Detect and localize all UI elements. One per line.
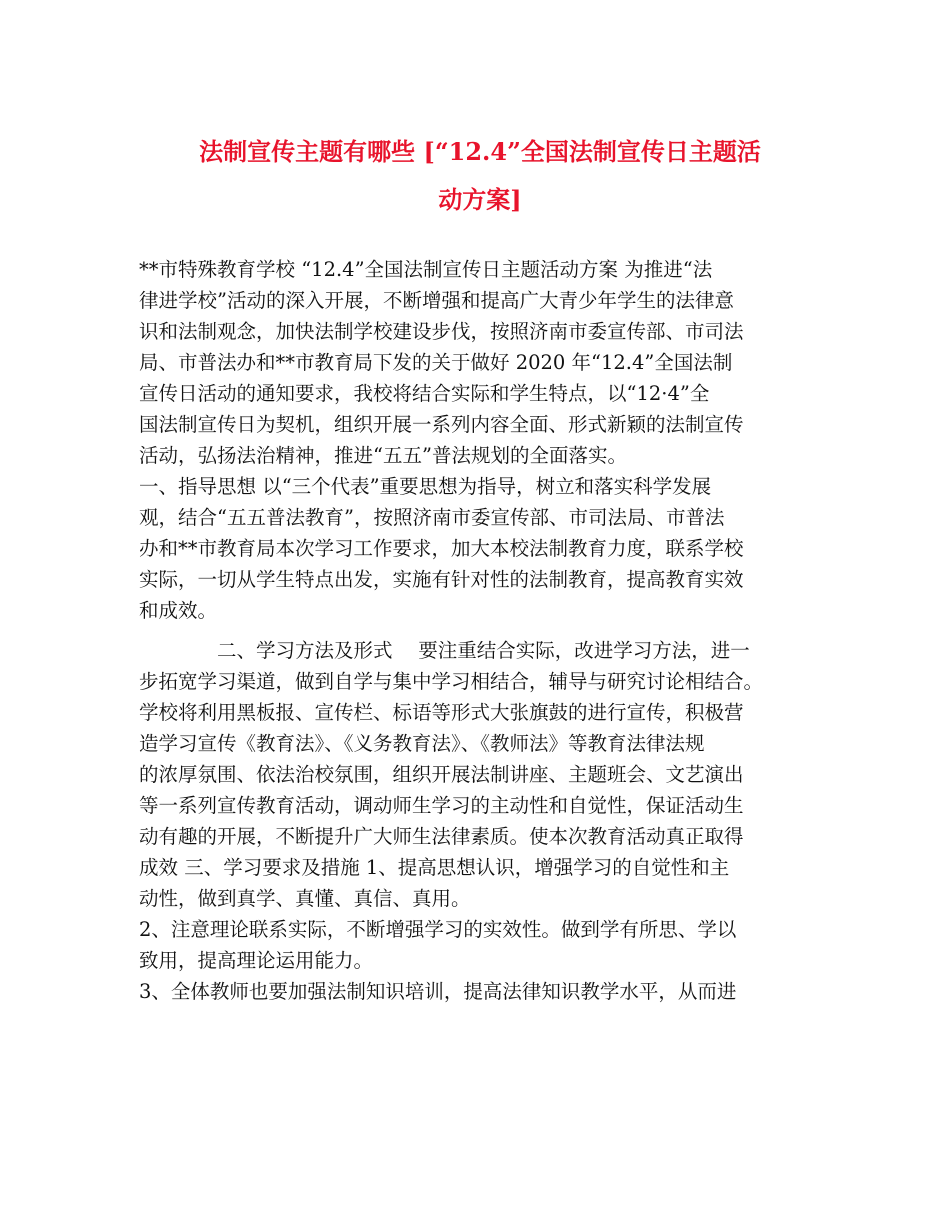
document-title <box>120 128 840 224</box>
body-line: 的浓厚氛围、依法治校氛围，组织开展法制讲座、主题班会、文艺演出 <box>139 763 744 786</box>
document-body <box>139 254 819 1007</box>
body-line: 成效 三、学习要求及措施 1、提高思想认识，增强学习的自觉性和主 <box>139 856 730 879</box>
body-line: 活动，弘扬法治精神，推进“五五”普法规划的全面落实。 <box>139 444 627 467</box>
body-line: 3、全体教师也要加强法制知识培训，提高法律知识教学水平，从而进 <box>139 980 737 1003</box>
body-line: 步拓宽学习渠道，做到自学与集中学习相结合，辅导与研究讨论相结合。 <box>139 670 764 693</box>
title-line: 法制宣传主题有哪些 [“12.4”全国法制宣传日主题活 <box>199 137 761 166</box>
body-line: 局、市普法办和**市教育局下发的关于做好 2020 年“12.4”全国法制 <box>139 351 733 374</box>
body-line: 和成效。 <box>139 599 218 622</box>
body-line: 致用，提高理论运用能力。 <box>139 949 374 972</box>
body-line: 动有趣的开展，不断提升广大师生法律素质。使本次教育活动真正取得 <box>139 825 744 848</box>
body-line: **市特殊教育学校 “12.4”全国法制宣传日主题活动方案 为推进“法 <box>139 258 713 281</box>
body-line: 2、注意理论联系实际，不断增强学习的实效性。做到学有所思、学以 <box>139 918 737 941</box>
body-line: 办和**市教育局本次学习工作要求，加大本校法制教育力度，联系学校 <box>139 537 744 560</box>
body-line: 二、学习方法及形式 要注重结合实际，改进学习方法，进一 <box>139 639 750 662</box>
body-line: 一、指导思想 以“三个代表”重要思想为指导，树立和落实科学发展 <box>139 475 712 498</box>
body-line: 观，结合“五五普法教育”，按照济南市委宣传部、市司法局、市普法 <box>139 506 725 529</box>
body-line: 律进学校”活动的深入开展，不断增强和提高广大青少年学生的法律意 <box>139 289 734 312</box>
body-line: 宣传日活动的通知要求，我校将结合实际和学生特点，以“12·4”全 <box>139 382 710 405</box>
body-line: 等一系列宣传教育活动，调动师生学习的主动性和自觉性，保证活动生 <box>139 794 744 817</box>
title-line: 动方案] <box>438 185 522 214</box>
body-line: 识和法制观念，加快法制学校建设步伐，按照济南市委宣传部、市司法 <box>139 320 744 343</box>
body-line: 动性，做到真学、真懂、真信、真用。 <box>139 887 471 910</box>
body-line: 造学习宣传《教育法》、《义务教育法》、《教师法》等教育法律法规 <box>139 732 705 755</box>
body-line: 学校将利用黑板报、宣传栏、标语等形式大张旗鼓的进行宣传，积极营 <box>139 701 744 724</box>
body-line: 实际，一切从学生特点出发，实施有针对性的法制教育，提高教育实效 <box>139 568 744 591</box>
body-line: 国法制宣传日为契机，组织开展一系列内容全面、形式新颖的法制宣传 <box>139 413 744 436</box>
